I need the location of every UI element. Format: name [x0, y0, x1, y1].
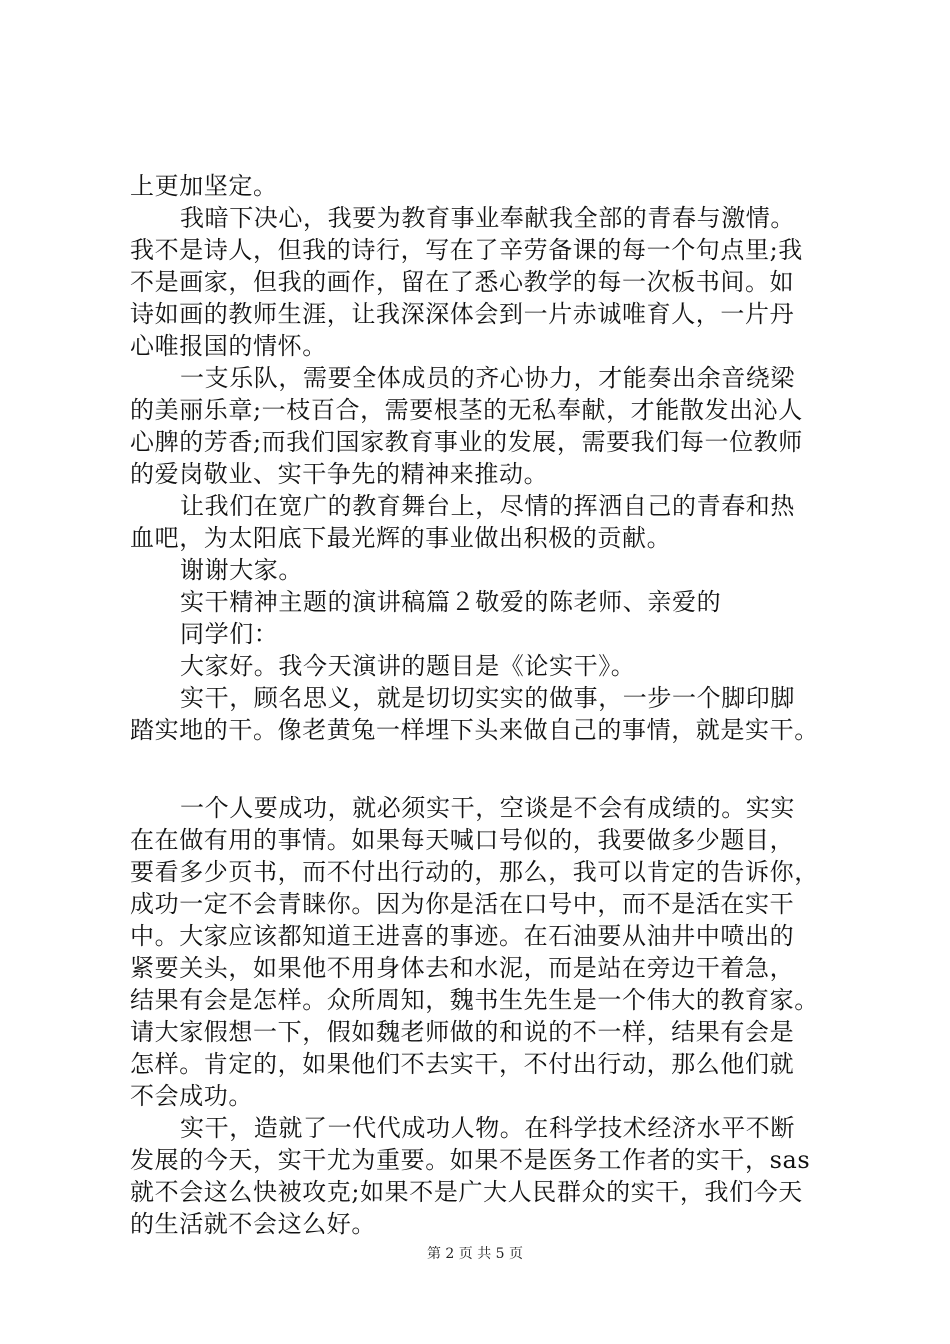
text-line: 发展的今天，实干尤为重要。如果不是医务工作者的实干，sas	[130, 1146, 811, 1174]
text-line: 紧要关头，如果他不用身体去和水泥，而是站在旁边干着急，	[130, 954, 795, 982]
text-line: 大家好。我今天演讲的题目是《论实干》。	[180, 652, 636, 680]
text-line: 一个人要成功，就必须实干，空谈是不会有成绩的。实实	[180, 794, 795, 822]
text-line: 的美丽乐章;一枝百合，需要根茎的无私奉献，才能散发出沁人	[130, 396, 803, 424]
text-line: 诗如画的教师生涯，让我深深体会到一片赤诚唯育人，一片丹	[130, 300, 795, 328]
text-line: 请大家假想一下，假如魏老师做的和说的不一样，结果有会是	[130, 1018, 795, 1046]
text-line: 同学们：	[180, 620, 279, 648]
text-line: 心唯报国的情怀。	[130, 332, 327, 360]
text-line: 我不是诗人，但我的诗行，写在了辛劳备课的每一个句点里;我	[130, 236, 803, 264]
text-line: 怎样。肯定的，如果他们不去实干，不付出行动，那么他们就	[130, 1050, 795, 1078]
text-line: 不会成功。	[130, 1082, 253, 1110]
text-line: 谢谢大家。	[180, 556, 303, 584]
text-line: 上更加坚定。	[130, 172, 278, 200]
text-line: 我暗下决心，我要为教育事业奉献我全部的青春与激情。	[180, 204, 795, 232]
text-line: 实干，顾名思义，就是切切实实的做事，一步一个脚印脚	[180, 684, 795, 712]
text-line: 实干，造就了一代代成功人物。在科学技术经济水平不断	[180, 1114, 795, 1142]
text-line: 就不会这么快被攻克;如果不是广大人民群众的实干，我们今天	[130, 1178, 803, 1206]
text-line: 在在做有用的事情。如果每天喊口号似的，我要做多少题目，	[130, 826, 795, 854]
text-line: 让我们在宽广的教育舞台上，尽情的挥洒自己的青春和热	[180, 492, 795, 520]
text-line: 要看多少页书，而不付出行动的，那么，我可以肯定的告诉你，	[130, 858, 819, 886]
text-line: 的生活就不会这么好。	[130, 1210, 376, 1238]
text-line: 的爱岗敬业、实干争先的精神来推动。	[130, 460, 549, 488]
section-heading: 实干精神主题的演讲稿篇２敬爱的陈老师、亲爱的	[180, 588, 722, 616]
document-body	[130, 170, 830, 1240]
text-line: 踏实地的干。像老黄兔一样埋下头来做自己的事情，就是实干。	[130, 716, 819, 744]
text-line: 结果有会是怎样。众所周知，魏书生先生是一个伟大的教育家。	[130, 986, 819, 1014]
text-line: 成功一定不会青睐你。因为你是活在口号中，而不是活在实干	[130, 890, 795, 918]
page-number: 第 2 页 共 5 页	[426, 1246, 524, 1262]
page-footer	[0, 1243, 950, 1263]
paragraph-gap	[130, 746, 830, 792]
text-line: 心脾的芳香;而我们国家教育事业的发展，需要我们每一位教师	[130, 428, 803, 456]
text-line: 一支乐队，需要全体成员的齐心协力，才能奏出余音绕梁	[180, 364, 795, 392]
text-line: 中。大家应该都知道王进喜的事迹。在石油要从油井中喷出的	[130, 922, 795, 950]
text-line: 血吧，为太阳底下最光辉的事业做出积极的贡献。	[130, 524, 672, 552]
text-line: 不是画家，但我的画作，留在了悉心教学的每一次板书间。如	[130, 268, 795, 296]
